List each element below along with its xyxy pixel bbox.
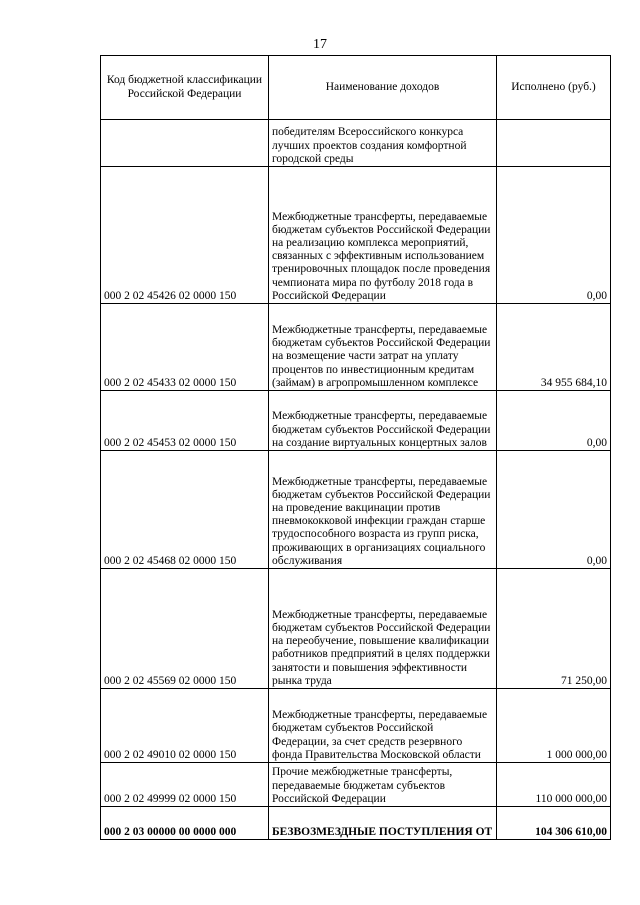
row-code: 000 2 02 49999 02 0000 150 bbox=[101, 763, 269, 807]
row-name: Межбюджетные трансферты, передаваемые бюджетам субъектов Российской Федерации на возмещение части затрат на уплату процентов по инвестиционным кредитам (займам) в агропромышленном комплексе bbox=[269, 304, 497, 391]
row-code bbox=[101, 120, 269, 167]
row-amount: 0,00 bbox=[497, 167, 611, 304]
table-header-row bbox=[101, 56, 611, 120]
row-name: Межбюджетные трансферты, передаваемые бюджетам субъектов Российской Федерации на реализацию комплекса мероприятий, связанных с эффективным использованием тренировочных площадок после проведения чемпионата мира по футболу 2018 года в Российской Федерации bbox=[269, 167, 497, 304]
header-amount: Исполнено (руб.) bbox=[497, 56, 611, 120]
table-row bbox=[101, 763, 611, 807]
row-name: Межбюджетные трансферты, передаваемые бюджетам субъектов Российской Федерации на переобучение, повышение квалификации работников предприятий в целях поддержки занятости и повышения эффективности рынка труда bbox=[269, 569, 497, 689]
table-row bbox=[101, 451, 611, 569]
total-name: БЕЗВОЗМЕЗДНЫЕ ПОСТУПЛЕНИЯ ОТ bbox=[269, 807, 497, 840]
total-row bbox=[101, 807, 611, 840]
row-amount: 0,00 bbox=[497, 391, 611, 451]
table-row bbox=[101, 167, 611, 304]
row-code: 000 2 02 45426 02 0000 150 bbox=[101, 167, 269, 304]
row-name: Межбюджетные трансферты, передаваемые бюджетам субъектов Российской Федерации, за счет средств резервного фонда Правительства Московской области bbox=[269, 689, 497, 763]
row-name: Межбюджетные трансферты, передаваемые бюджетам субъектов Российской Федерации на проведение вакцинации против пневмококковой инфекции граждан старше трудоспособного возраста из групп риска, проживающих в организациях социального обслуживания bbox=[269, 451, 497, 569]
row-code: 000 2 02 45468 02 0000 150 bbox=[101, 451, 269, 569]
row-amount: 1 000 000,00 bbox=[497, 689, 611, 763]
row-name: победителям Всероссийского конкурса лучших проектов создания комфортной городской среды bbox=[269, 120, 497, 167]
row-amount bbox=[497, 120, 611, 167]
total-code: 000 2 03 00000 00 0000 000 bbox=[101, 807, 269, 840]
table-row bbox=[101, 689, 611, 763]
row-name: Межбюджетные трансферты, передаваемые бюджетам субъектов Российской Федерации на создание виртуальных концертных залов bbox=[269, 391, 497, 451]
table-row bbox=[101, 304, 611, 391]
row-amount: 110 000 000,00 bbox=[497, 763, 611, 807]
row-amount: 0,00 bbox=[497, 451, 611, 569]
row-code: 000 2 02 45433 02 0000 150 bbox=[101, 304, 269, 391]
table-row bbox=[101, 569, 611, 689]
total-amount: 104 306 610,00 bbox=[497, 807, 611, 840]
revenue-table bbox=[100, 55, 611, 840]
page-number: 17 bbox=[313, 37, 327, 52]
row-code: 000 2 02 49010 02 0000 150 bbox=[101, 689, 269, 763]
table-row bbox=[101, 120, 611, 167]
row-amount: 34 955 684,10 bbox=[497, 304, 611, 391]
table-row bbox=[101, 391, 611, 451]
header-code: Код бюджетной классификации Российской Федерации bbox=[101, 56, 269, 120]
row-code: 000 2 02 45569 02 0000 150 bbox=[101, 569, 269, 689]
row-code: 000 2 02 45453 02 0000 150 bbox=[101, 391, 269, 451]
header-name: Наименование доходов bbox=[269, 56, 497, 120]
row-amount: 71 250,00 bbox=[497, 569, 611, 689]
row-name: Прочие межбюджетные трансферты, передаваемые бюджетам субъектов Российской Федерации bbox=[269, 763, 497, 807]
